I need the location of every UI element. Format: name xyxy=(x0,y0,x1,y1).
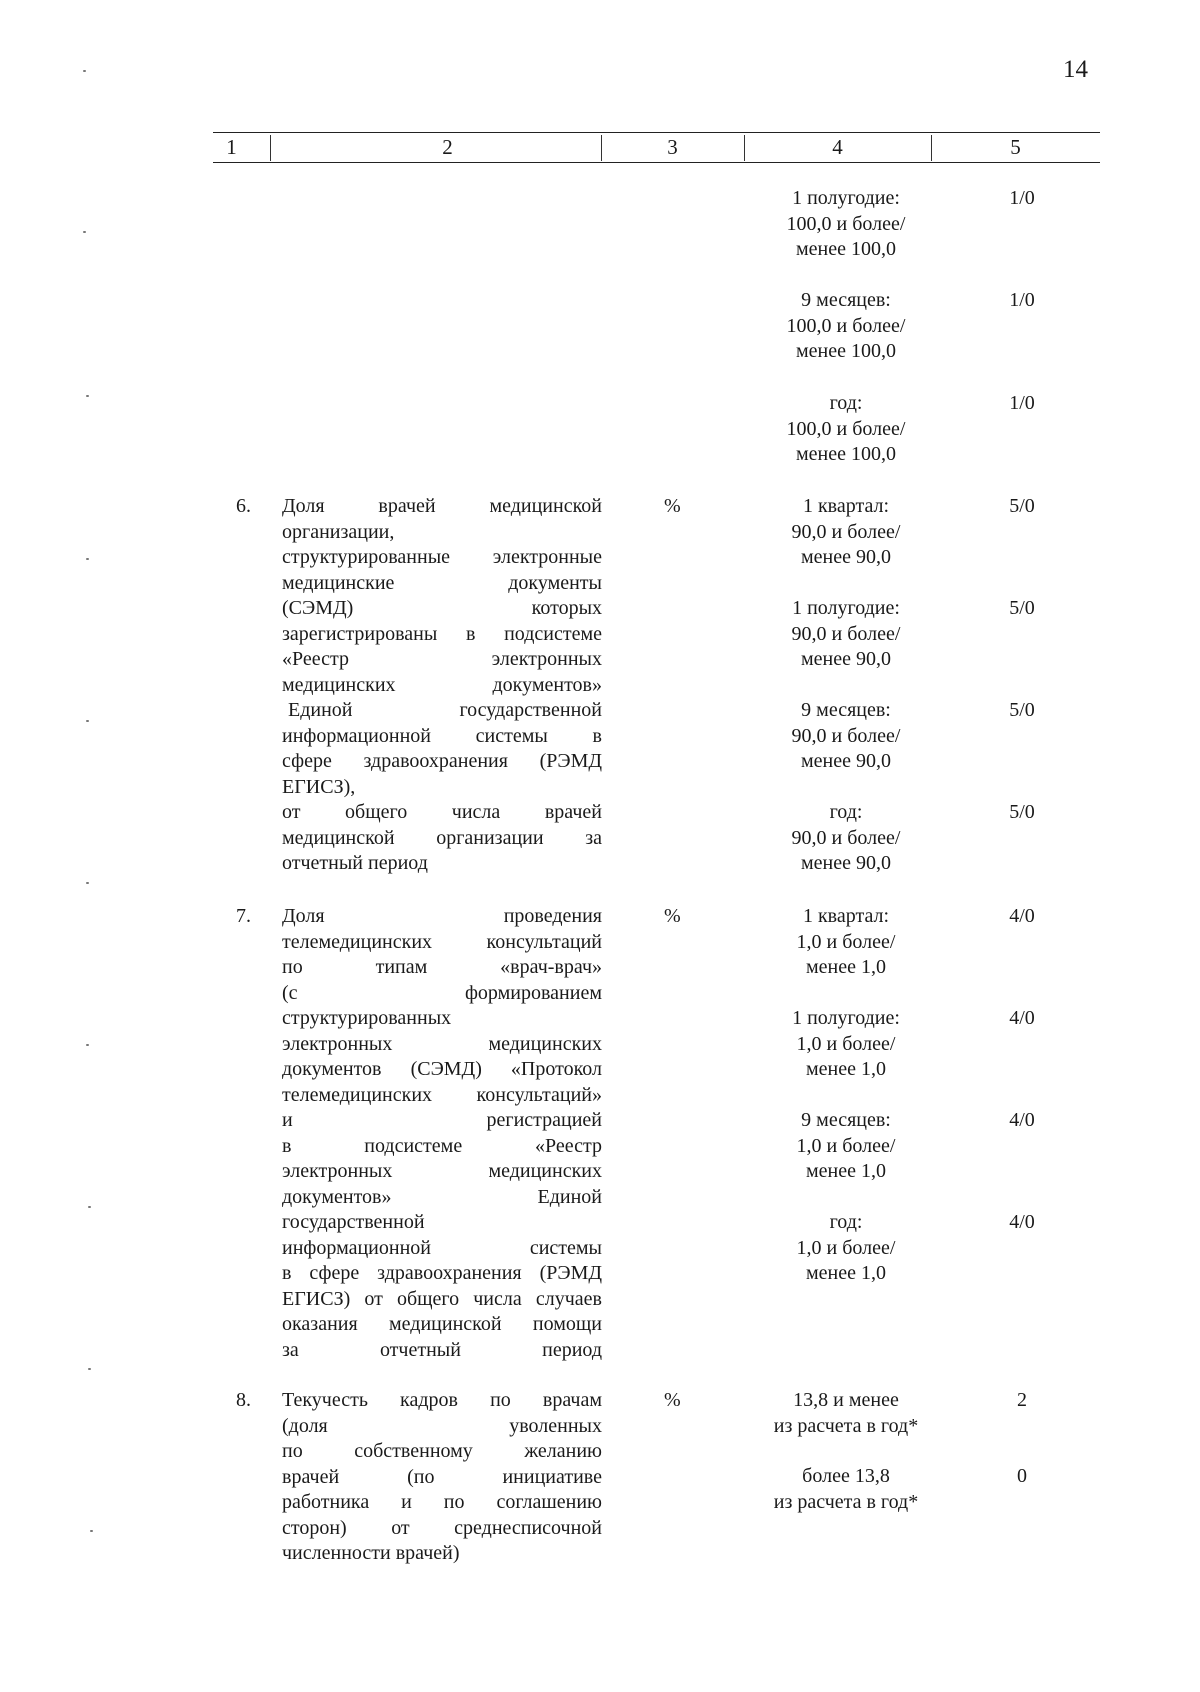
row-criterion: 1 квартал: 1,0 и более/ менее 1,0 xyxy=(796,905,896,978)
row-number: 7. xyxy=(236,905,251,927)
row-score: 5/0 xyxy=(1009,495,1035,517)
scan-speck xyxy=(86,395,89,397)
row-criterion: 13,8 и менее из расчета в год* xyxy=(773,1389,919,1437)
criterion-cont-1: 1 полугодие: 100,0 и более/ менее 100,0 xyxy=(786,187,906,260)
row-criterion: 9 месяцев: 1,0 и более/ менее 1,0 xyxy=(796,1109,896,1182)
criterion-cont-2: 9 месяцев: 100,0 и более/ менее 100,0 xyxy=(786,289,906,362)
row-score: 2 xyxy=(1017,1389,1027,1411)
row-unit: % xyxy=(664,1389,681,1411)
row-criterion: год: 90,0 и более/ менее 90,0 xyxy=(791,801,901,874)
criterion-cont-3: год: 100,0 и более/ менее 100,0 xyxy=(786,392,906,465)
page-number: 14 xyxy=(1063,56,1088,83)
scan-speck xyxy=(86,558,89,560)
row-score: 0 xyxy=(1017,1465,1027,1487)
row-score: 4/0 xyxy=(1009,1211,1035,1233)
row-score: 5/0 xyxy=(1009,801,1035,823)
score-cont-1: 1/0 xyxy=(1009,187,1035,209)
scan-speck xyxy=(83,231,86,233)
row-criterion: год: 1,0 и более/ менее 1,0 xyxy=(796,1211,896,1284)
row-description: Доля врачей медицинской организации, структурированные электронные медицинские документы (СЭМД) которых зарегистрированы в подсистеме «Реестр электронных медицинских документов» Единой государственной информационной системы в сфере здравоохранения (РЭМД ЕГИСЗ), от общего числа врачей медицинской организации за отчетный период xyxy=(282,495,602,874)
row-score: 4/0 xyxy=(1009,1109,1035,1131)
scan-speck xyxy=(86,1044,89,1046)
row-number: 6. xyxy=(236,495,251,517)
scan-speck xyxy=(83,70,86,72)
row-score: 4/0 xyxy=(1009,905,1035,927)
scan-speck xyxy=(88,1368,91,1370)
scan-speck xyxy=(90,1530,93,1532)
row-criterion: 1 полугодие: 90,0 и более/ менее 90,0 xyxy=(791,597,901,670)
row-score: 5/0 xyxy=(1009,699,1035,721)
row-score: 5/0 xyxy=(1009,597,1035,619)
table-header-row xyxy=(213,132,1100,163)
row-unit: % xyxy=(664,905,681,927)
column-header-2: 2 xyxy=(442,135,453,159)
row-description: Доля проведения телемедицинских консультаций по типам «врач-врач» (с формированием структурированных электронных медицинских документов (СЭМД) «Протокол телемедицинских консультаций» и регистрацией в подсистеме «Реестр электронных медицинских документов» Единой государственной информационной системы в сфере здравоохранения (РЭМД ЕГИСЗ) от общего числа случаев оказания медицинской помощи за отчетный период xyxy=(282,905,602,1361)
scan-speck xyxy=(86,720,89,722)
row-score: 4/0 xyxy=(1009,1007,1035,1029)
scan-speck xyxy=(88,1206,91,1208)
score-cont-3: 1/0 xyxy=(1009,392,1035,414)
column-header-5: 5 xyxy=(1010,135,1021,159)
row-number: 8. xyxy=(236,1389,251,1411)
column-header-3: 3 xyxy=(667,135,678,159)
row-unit: % xyxy=(664,495,681,517)
row-description: Текучесть кадров по врачам (доля уволенных по собственному желанию врачей (по инициативе работника и по соглашению сторон) от среднесписочной численности врачей) xyxy=(282,1389,602,1564)
column-header-1: 1 xyxy=(226,135,237,159)
row-criterion: 9 месяцев: 90,0 и более/ менее 90,0 xyxy=(791,699,901,772)
row-criterion: более 13,8 из расчета в год* xyxy=(773,1465,919,1513)
row-criterion: 1 полугодие: 1,0 и более/ менее 1,0 xyxy=(792,1007,900,1080)
scan-speck xyxy=(86,882,89,884)
row-criterion: 1 квартал: 90,0 и более/ менее 90,0 xyxy=(791,495,901,568)
column-header-4: 4 xyxy=(832,135,843,159)
score-cont-2: 1/0 xyxy=(1009,289,1035,311)
